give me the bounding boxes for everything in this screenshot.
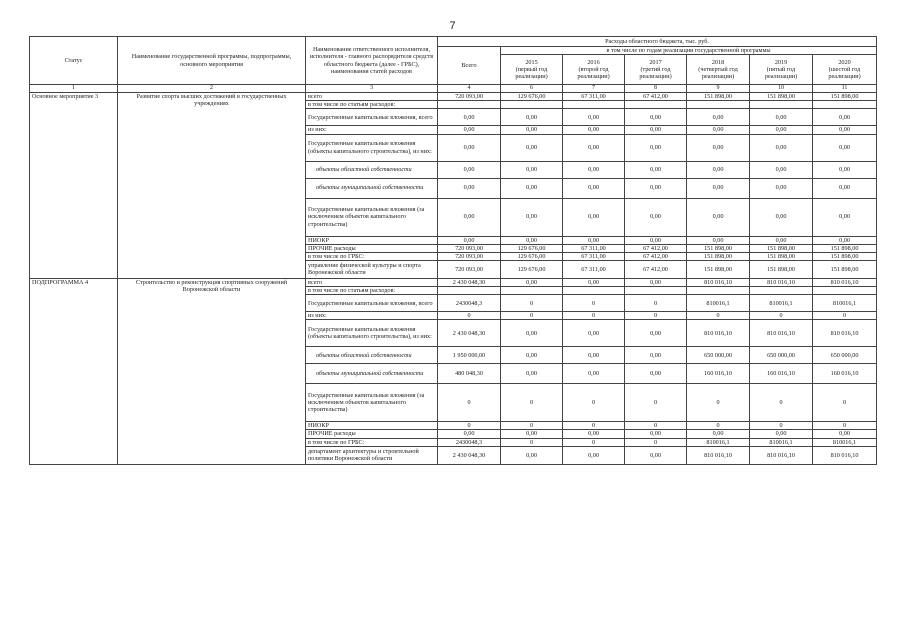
row-label: в том числе по статьям расходов: bbox=[306, 101, 438, 109]
value-year: 650 000,00 bbox=[750, 347, 813, 364]
value-year: 810 016,10 bbox=[687, 446, 750, 464]
value-total: 0 bbox=[438, 384, 501, 422]
value-year: 0,00 bbox=[563, 278, 625, 286]
value-year: 67 412,00 bbox=[625, 244, 687, 252]
value-year: 0,00 bbox=[813, 198, 877, 236]
value-year: 151 898,00 bbox=[687, 260, 750, 278]
value-year: 151 898,00 bbox=[750, 260, 813, 278]
value-year: 0,00 bbox=[625, 198, 687, 236]
value-year: 0 bbox=[813, 384, 877, 422]
column-number: 4 bbox=[438, 85, 501, 93]
value-year: 0,00 bbox=[625, 109, 687, 126]
section-name: Строительство и реконструкция спортивных сооружений Воронежской области bbox=[118, 278, 306, 464]
value-year: 0 bbox=[501, 438, 563, 446]
value-total: 480 048,30 bbox=[438, 364, 501, 384]
value-year: 0,00 bbox=[687, 430, 750, 438]
column-number: 11 bbox=[813, 85, 877, 93]
row-label: Государственные капитальные вложения, всего bbox=[306, 109, 438, 126]
value-year: 0,00 bbox=[563, 134, 625, 161]
value-year: 810 016,10 bbox=[813, 320, 877, 347]
value-total: 720 093,00 bbox=[438, 260, 501, 278]
value-total: 0 bbox=[438, 422, 501, 430]
value-year: 0,00 bbox=[563, 364, 625, 384]
value-year: 0,00 bbox=[563, 198, 625, 236]
value-year: 0,00 bbox=[687, 134, 750, 161]
value-year: 0 bbox=[501, 312, 563, 320]
table-row bbox=[30, 93, 877, 101]
header-year-value: 2016 bbox=[587, 58, 600, 66]
section-name: Развитие спорта высших достижений в государственных учреждениях bbox=[118, 93, 306, 279]
value-year: 0,00 bbox=[501, 364, 563, 384]
value-year: 810016,1 bbox=[813, 438, 877, 446]
value-year: 0,00 bbox=[813, 126, 877, 134]
value-year bbox=[813, 101, 877, 109]
value-year: 810 016,10 bbox=[687, 320, 750, 347]
value-year: 0,00 bbox=[625, 278, 687, 286]
value-year: 0 bbox=[501, 384, 563, 422]
value-year bbox=[501, 101, 563, 109]
value-year: 810016,1 bbox=[687, 438, 750, 446]
row-label: всего bbox=[306, 93, 438, 101]
value-year: 0,00 bbox=[625, 126, 687, 134]
value-year: 0,00 bbox=[687, 126, 750, 134]
value-year: 0,00 bbox=[563, 126, 625, 134]
value-year: 810 016,10 bbox=[813, 278, 877, 286]
value-total: 720 093,00 bbox=[438, 252, 501, 260]
value-total: 0,00 bbox=[438, 109, 501, 126]
value-year bbox=[687, 101, 750, 109]
value-year: 151 898,00 bbox=[813, 244, 877, 252]
table-row bbox=[30, 278, 877, 286]
row-label: в том числе по статьям расходов: bbox=[306, 287, 438, 295]
value-year: 67 311,00 bbox=[563, 244, 625, 252]
value-year: 129 676,00 bbox=[501, 93, 563, 101]
value-year: 0 bbox=[501, 295, 563, 312]
value-year: 0,00 bbox=[813, 109, 877, 126]
value-year: 810 016,10 bbox=[750, 320, 813, 347]
value-total bbox=[438, 101, 501, 109]
row-label: объекты муниципальной собственности bbox=[306, 364, 438, 384]
value-year: 0 bbox=[501, 422, 563, 430]
value-year: 0,00 bbox=[750, 430, 813, 438]
value-year: 810 016,10 bbox=[813, 446, 877, 464]
value-total: 720 093,00 bbox=[438, 244, 501, 252]
header-year-value: 2019 bbox=[774, 58, 788, 66]
header-name: Наименование государственной программы, подпрограммы, основного мероприятия bbox=[118, 37, 306, 85]
value-year: 0,00 bbox=[501, 320, 563, 347]
value-year: 0,00 bbox=[625, 134, 687, 161]
value-year: 0,00 bbox=[501, 134, 563, 161]
header-year-subtitle: (пятый год реализации) bbox=[764, 66, 798, 81]
value-year: 151 898,00 bbox=[687, 244, 750, 252]
header-executor: Наименование ответственного исполнителя, исполнителя - главного распорядителя средств областного бюджета (далее - ГРБС), наименования статей расходов bbox=[306, 37, 438, 85]
value-year: 0,00 bbox=[625, 161, 687, 178]
value-year: 0,00 bbox=[750, 198, 813, 236]
value-year: 0 bbox=[625, 312, 687, 320]
value-year: 0,00 bbox=[750, 126, 813, 134]
value-year: 0,00 bbox=[687, 198, 750, 236]
header-budget-title: Расходы областного бюджета, тыс. руб. bbox=[438, 37, 877, 47]
row-label: в том числе по ГРБС: bbox=[306, 252, 438, 260]
value-year: 0,00 bbox=[750, 161, 813, 178]
value-year: 129 676,00 bbox=[501, 260, 563, 278]
row-label: в том числе по ГРБС: bbox=[306, 438, 438, 446]
value-year: 0 bbox=[750, 312, 813, 320]
value-year: 151 898,00 bbox=[813, 260, 877, 278]
value-year: 650 000,00 bbox=[687, 347, 750, 364]
column-number: 1 bbox=[30, 85, 118, 93]
row-label: из них: bbox=[306, 126, 438, 134]
value-year: 0,00 bbox=[501, 347, 563, 364]
header-year-value: 2020 bbox=[838, 58, 851, 66]
budget-table bbox=[29, 36, 877, 465]
page-number: 7 bbox=[449, 20, 456, 32]
header-year-subtitle: (второй год реализации) bbox=[577, 66, 610, 81]
column-number: 3 bbox=[306, 85, 438, 93]
row-label: всего bbox=[306, 278, 438, 286]
value-year: 0 bbox=[687, 384, 750, 422]
value-year bbox=[625, 101, 687, 109]
value-year: 0 bbox=[625, 384, 687, 422]
value-total: 0,00 bbox=[438, 134, 501, 161]
value-year: 810016,1 bbox=[750, 295, 813, 312]
value-year: 0,00 bbox=[563, 236, 625, 244]
value-total: 0,00 bbox=[438, 236, 501, 244]
value-year: 0,00 bbox=[625, 178, 687, 198]
value-year: 810016,1 bbox=[750, 438, 813, 446]
value-year: 810016,1 bbox=[687, 295, 750, 312]
value-year: 0,00 bbox=[563, 430, 625, 438]
value-year: 67 311,00 bbox=[563, 252, 625, 260]
header-year-value: 2017 bbox=[649, 58, 662, 66]
value-year: 0,00 bbox=[687, 109, 750, 126]
row-label: НИОКР bbox=[306, 422, 438, 430]
value-year: 0,00 bbox=[501, 236, 563, 244]
value-year: 67 412,00 bbox=[625, 93, 687, 101]
value-total: 2430048,3 bbox=[438, 438, 501, 446]
value-year: 0 bbox=[563, 422, 625, 430]
value-year: 0,00 bbox=[813, 134, 877, 161]
row-label: объекты областной собственности bbox=[306, 347, 438, 364]
value-year bbox=[625, 287, 687, 295]
header-year-2017 bbox=[625, 55, 687, 85]
row-label: из них: bbox=[306, 312, 438, 320]
value-year: 0,00 bbox=[813, 236, 877, 244]
value-year: 0,00 bbox=[687, 178, 750, 198]
value-year: 0 bbox=[563, 438, 625, 446]
value-year: 0,00 bbox=[501, 109, 563, 126]
value-year: 129 676,00 bbox=[501, 244, 563, 252]
value-year: 0,00 bbox=[750, 178, 813, 198]
value-year: 151 898,00 bbox=[750, 93, 813, 101]
value-year bbox=[813, 287, 877, 295]
value-year: 0,00 bbox=[563, 161, 625, 178]
header-year-value: 2015 bbox=[525, 58, 538, 66]
value-year: 0,00 bbox=[750, 236, 813, 244]
value-year: 0,00 bbox=[750, 134, 813, 161]
value-year: 0 bbox=[813, 312, 877, 320]
value-year: 0 bbox=[750, 422, 813, 430]
value-year: 810 016,10 bbox=[750, 446, 813, 464]
value-year bbox=[687, 287, 750, 295]
value-year: 0 bbox=[687, 312, 750, 320]
row-label: Государственные капитальные вложения (объекты капитального строительства), из них: bbox=[306, 134, 438, 161]
value-year: 0,00 bbox=[813, 178, 877, 198]
value-year: 0,00 bbox=[501, 198, 563, 236]
row-label: Государственные капитальные вложения (за исключением объектов капитального строительства) bbox=[306, 384, 438, 422]
value-year: 0,00 bbox=[501, 278, 563, 286]
value-year: 810 016,10 bbox=[687, 278, 750, 286]
value-year: 0,00 bbox=[501, 446, 563, 464]
value-total: 0 bbox=[438, 312, 501, 320]
value-year bbox=[501, 287, 563, 295]
value-total: 0,00 bbox=[438, 178, 501, 198]
row-label: НИОКР bbox=[306, 236, 438, 244]
value-year: 0 bbox=[625, 295, 687, 312]
row-label: ПРОЧИЕ расходы bbox=[306, 430, 438, 438]
value-year bbox=[750, 287, 813, 295]
value-total: 0,00 bbox=[438, 161, 501, 178]
column-number: 8 bbox=[625, 85, 687, 93]
value-year: 0,00 bbox=[750, 109, 813, 126]
header-years-title: в том числе по годам реализации государственной программы bbox=[501, 47, 877, 55]
value-year: 0 bbox=[813, 422, 877, 430]
value-year: 0,00 bbox=[625, 320, 687, 347]
row-label: объекты областной собственности bbox=[306, 161, 438, 178]
value-total: 2 430 048,30 bbox=[438, 278, 501, 286]
value-year: 0,00 bbox=[625, 364, 687, 384]
value-total: 0,00 bbox=[438, 198, 501, 236]
value-year: 810 016,10 bbox=[750, 278, 813, 286]
header-year-subtitle: (четвертый год реализации) bbox=[698, 66, 738, 81]
value-year: 151 898,00 bbox=[750, 252, 813, 260]
header-year-subtitle: (третий год реализации) bbox=[639, 66, 672, 81]
column-number: 10 bbox=[750, 85, 813, 93]
header-year-2015 bbox=[501, 55, 563, 85]
row-label: объекты муниципальной собственности bbox=[306, 178, 438, 198]
value-year: 0 bbox=[625, 422, 687, 430]
section-status: ПОДПРОГРАММА 4 bbox=[30, 278, 118, 464]
value-year bbox=[563, 287, 625, 295]
value-year: 0,00 bbox=[501, 178, 563, 198]
value-year: 810016,1 bbox=[813, 295, 877, 312]
value-total: 0,00 bbox=[438, 430, 501, 438]
value-year: 67 412,00 bbox=[625, 252, 687, 260]
value-year: 0,00 bbox=[563, 109, 625, 126]
value-year: 151 898,00 bbox=[813, 93, 877, 101]
value-year: 160 016,10 bbox=[687, 364, 750, 384]
value-total: 2430048,3 bbox=[438, 295, 501, 312]
value-year bbox=[563, 101, 625, 109]
value-year: 0,00 bbox=[625, 347, 687, 364]
value-year: 0 bbox=[687, 422, 750, 430]
value-year: 67 311,00 bbox=[563, 260, 625, 278]
value-year: 0,00 bbox=[813, 430, 877, 438]
value-year: 0,00 bbox=[625, 430, 687, 438]
value-year: 0,00 bbox=[625, 446, 687, 464]
row-label: управление физической культуры и спорта Воронежской области bbox=[306, 260, 438, 278]
value-year: 0,00 bbox=[563, 320, 625, 347]
header-year-subtitle: (шестой год реализации) bbox=[828, 66, 861, 81]
value-year: 0,00 bbox=[687, 236, 750, 244]
row-label: департамент архитектуры и строительной политики Воронежской области bbox=[306, 446, 438, 464]
header-year-value: 2018 bbox=[711, 58, 725, 66]
value-year: 0,00 bbox=[687, 161, 750, 178]
value-year: 0,00 bbox=[625, 236, 687, 244]
row-label: Государственные капитальные вложения, всего bbox=[306, 295, 438, 312]
value-year: 0 bbox=[750, 384, 813, 422]
value-year: 67 412,00 bbox=[625, 260, 687, 278]
value-year: 151 898,00 bbox=[750, 244, 813, 252]
value-total: 2 430 048,30 bbox=[438, 446, 501, 464]
value-year: 160 016,10 bbox=[750, 364, 813, 384]
header-year-2018 bbox=[687, 55, 750, 85]
column-number: 2 bbox=[118, 85, 306, 93]
value-year: 160 016,10 bbox=[813, 364, 877, 384]
value-year: 0,00 bbox=[501, 161, 563, 178]
value-year: 67 311,00 bbox=[563, 93, 625, 101]
header-year-2016 bbox=[563, 55, 625, 85]
value-year: 129 676,00 bbox=[501, 252, 563, 260]
value-year: 0 bbox=[563, 312, 625, 320]
header-total: Всего bbox=[438, 47, 501, 85]
value-year: 151 898,00 bbox=[687, 93, 750, 101]
value-year: 0 bbox=[563, 384, 625, 422]
value-total: 1 950 000,00 bbox=[438, 347, 501, 364]
column-number: 7 bbox=[563, 85, 625, 93]
column-number: 9 bbox=[687, 85, 750, 93]
value-year: 0 bbox=[563, 295, 625, 312]
value-year: 0 bbox=[625, 438, 687, 446]
header-year-2019 bbox=[750, 55, 813, 85]
section-status: Основное мероприятие 3 bbox=[30, 93, 118, 279]
value-total: 2 430 048,30 bbox=[438, 320, 501, 347]
value-total: 0,00 bbox=[438, 126, 501, 134]
row-label: Государственные капитальные вложения (за исключением объектов капитального строительства) bbox=[306, 198, 438, 236]
header-status: Статус bbox=[30, 37, 118, 85]
value-year: 0,00 bbox=[563, 347, 625, 364]
value-year: 0,00 bbox=[501, 430, 563, 438]
value-year: 0,00 bbox=[501, 126, 563, 134]
header-year-subtitle: (первый год реализации) bbox=[515, 66, 548, 81]
row-label: Государственные капитальные вложения (объекты капитального строительства), из них: bbox=[306, 320, 438, 347]
header-year-2020 bbox=[813, 55, 877, 85]
value-year: 650 000,00 bbox=[813, 347, 877, 364]
value-year: 0,00 bbox=[563, 178, 625, 198]
value-total: 720 093,00 bbox=[438, 93, 501, 101]
value-year: 151 898,00 bbox=[687, 252, 750, 260]
value-year bbox=[750, 101, 813, 109]
value-year: 0,00 bbox=[563, 446, 625, 464]
row-label: ПРОЧИЕ расходы bbox=[306, 244, 438, 252]
value-year: 0,00 bbox=[813, 161, 877, 178]
column-number: 6 bbox=[501, 85, 563, 93]
value-year: 151 898,00 bbox=[813, 252, 877, 260]
value-total bbox=[438, 287, 501, 295]
